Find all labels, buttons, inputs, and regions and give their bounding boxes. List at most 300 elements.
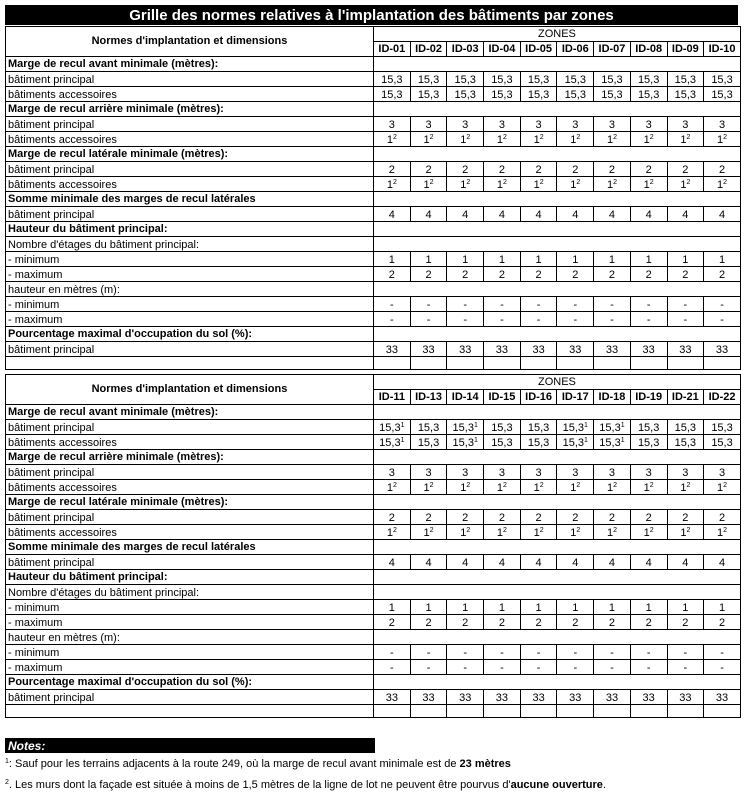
value-text: 2 [425,512,432,524]
value-text: 1 [386,134,393,146]
note-1-text: : Sauf pour les terrains adjacents à la route 249, où la marge de recul avant minimale est de [8,758,460,770]
value-text: 1 [423,527,430,539]
value-cell [410,207,447,222]
note-2-text: . Les murs dont la façade est située à moins de 1,5 mètres de la ligne de lot ne peuvent être pourvus d' [8,779,511,791]
value-text: 15,3 [674,74,697,86]
value-cell [484,177,521,192]
value-text: 2 [645,512,652,524]
value-cell [410,435,447,450]
value-cell [374,252,411,267]
value-text: 15,3 [527,422,550,434]
note-2-tail: . [602,779,606,791]
table-row [6,645,741,660]
value-text: 15,3 [674,437,697,449]
value-text: 1 [460,482,467,494]
value-text: 15,3 [381,74,403,86]
zone-code: ID-10 [704,42,741,57]
value-text: 1 [643,527,650,539]
value-cell [410,132,447,147]
footnote-mark: 2 [466,527,471,534]
category-label: Pourcentage maximal d'occupation du sol (%): [6,327,374,342]
value-text: 15,3 [491,89,513,101]
value-text: 1 [533,134,540,146]
value-text: 2 [718,269,726,281]
value-text: 4 [608,209,616,221]
value-cell [704,600,741,615]
footnote-mark: 2 [576,179,581,186]
row-label: bâtiment principal [6,72,374,87]
value-cell [520,312,557,327]
value-text: 1 [388,602,395,614]
value-text: 4 [462,557,469,569]
value-cell [484,132,521,147]
table-row [6,465,741,480]
value-text: 4 [498,209,505,221]
value-cell [594,252,631,267]
zone-code: ID-18 [594,390,631,405]
value-text: 1 [682,602,689,614]
category-row [6,450,741,465]
value-text: 1 [570,527,577,539]
value-cell [667,162,704,177]
value-text: - [500,647,504,659]
table-row [6,237,741,252]
value-text: 3 [572,119,579,131]
value-text: 4 [388,557,395,569]
value-text: 2 [608,512,616,524]
zones-label: ZONES [374,27,741,42]
value-cell [704,72,741,87]
value-cell [557,480,594,495]
value-text: 15,3 [564,89,586,101]
footnote-mark: 2 [392,527,397,534]
value-text: 1 [570,179,577,191]
value-cell [594,132,631,147]
value-cell [704,645,741,660]
row-label: Nombre d'étages du bâtiment principal: [6,237,374,252]
footnote-mark: 2 [392,134,397,141]
footnote-mark: 1 [400,437,405,444]
table-row [6,435,741,450]
value-text: 1 [608,254,616,266]
value-text: 1 [645,254,652,266]
value-text: 15,3 [491,74,513,86]
value-cell [520,72,557,87]
value-cell [447,87,484,102]
value-text: 15,3 [674,89,697,101]
value-text: 15,3 [381,89,403,101]
value-cell [667,297,704,312]
value-text: 15,3 [599,437,621,449]
value-text: - [390,647,394,659]
value-text: - [426,299,431,311]
value-cell [594,267,631,282]
value-cell [484,87,521,102]
value-cell [704,267,741,282]
value-text: 3 [535,119,542,131]
value-text: 33 [642,344,655,356]
footnote-mark: 2 [503,527,507,534]
row-label: bâtiment principal [6,342,374,357]
category-label: Hauteur du bâtiment principal: [6,570,374,585]
value-text: 33 [532,344,545,356]
value-cell [557,297,594,312]
row-label: - minimum [6,600,374,615]
value-text: - [426,662,431,674]
value-text: 4 [682,557,689,569]
value-cell [704,510,741,525]
value-text: - [536,299,541,311]
value-text: 15,3 [601,74,623,86]
value-text: - [683,314,688,326]
value-text: 2 [682,512,689,524]
value-text: 2 [462,617,469,629]
value-text: 3 [682,467,689,479]
value-cell [594,645,631,660]
row-label: - maximum [6,660,374,675]
value-cell [667,600,704,615]
footnote-mark: 2 [429,482,434,489]
value-cell [557,645,594,660]
value-text: 1 [460,134,467,146]
table-row [6,342,741,357]
value-cell [630,480,667,495]
footnote-mark: 2 [613,482,617,489]
value-cell [374,207,411,222]
value-text: 33 [605,692,619,704]
value-text: 3 [388,119,395,131]
value-cell [520,132,557,147]
value-cell [410,252,447,267]
value-cell [704,555,741,570]
value-cell [667,660,704,675]
value-text: 1 [498,602,505,614]
row-label: bâtiment principal [6,207,374,222]
category-row [6,57,741,72]
value-text: 15,3 [454,74,476,86]
value-cell [520,480,557,495]
value-text: 33 [679,692,692,704]
value-cell [667,207,704,222]
value-text: 1 [425,254,432,266]
table-row [6,282,741,297]
value-cell [520,660,557,675]
value-text: 1 [717,134,724,146]
value-cell [410,690,447,705]
value-cell [374,615,411,630]
value-cell [374,690,411,705]
value-cell [374,465,411,480]
value-text: 15,3 [491,422,513,434]
footnote-mark: 1 [584,437,588,444]
value-cell [704,525,741,540]
footnote-mark: 2 [539,482,544,489]
value-cell [667,480,704,495]
value-text: 4 [572,209,579,221]
value-cell [704,297,741,312]
value-text: 2 [572,617,579,629]
value-cell [557,177,594,192]
footnote-mark: 2 [649,134,654,141]
value-cell [594,312,631,327]
category-label: Marge de recul latérale minimale (mètres): [6,495,374,510]
note-1-bold: 23 mètres [459,758,511,770]
value-text: 15,3 [601,89,623,101]
value-cell [410,117,447,132]
value-cell [594,690,631,705]
value-cell [667,72,704,87]
value-text: - [646,662,651,674]
row-label: - minimum [6,252,374,267]
value-text: 1 [682,254,689,266]
value-cell [630,162,667,177]
value-text: 3 [425,467,432,479]
value-text: 2 [645,164,652,176]
value-cell [667,690,704,705]
value-cell [484,525,521,540]
value-text: 2 [498,164,505,176]
value-text: 1 [425,602,432,614]
value-text: 33 [495,692,509,704]
value-cell [704,435,741,450]
value-text: 1 [462,254,469,266]
footnote-mark: 2 [576,482,581,489]
value-cell [374,555,411,570]
row-label: bâtiments accessoires [6,132,374,147]
footnote-mark: 1 [473,422,478,429]
value-text: - [683,299,688,311]
value-text: 1 [572,254,579,266]
value-cell [520,162,557,177]
value-cell [410,525,447,540]
value-cell [594,420,631,435]
value-cell [484,207,521,222]
footnote-mark: 2 [392,179,397,186]
value-cell [374,297,411,312]
value-text: 1 [533,482,540,494]
value-text: - [463,314,468,326]
value-cell [557,615,594,630]
value-cell [667,615,704,630]
value-cell [484,162,521,177]
category-label: Marge de recul arrière minimale (mètres): [6,102,374,117]
value-text: 4 [682,209,689,221]
value-text: 15,3 [527,89,550,101]
table-row [6,510,741,525]
value-text: - [646,314,651,326]
value-cell [520,690,557,705]
table-row [6,297,741,312]
notes-heading: Notes: [5,738,375,753]
value-cell [557,312,594,327]
value-cell [447,435,484,450]
value-cell [410,600,447,615]
value-cell [557,465,594,480]
value-cell [704,690,741,705]
value-cell [704,615,741,630]
value-text: 3 [535,467,542,479]
value-text: 4 [498,557,505,569]
value-text: 1 [680,482,687,494]
value-text: 33 [569,692,582,704]
value-cell [630,207,667,222]
row-label: - maximum [6,615,374,630]
value-text: - [573,299,578,311]
value-text: 15,3 [637,437,660,449]
value-cell [667,252,704,267]
value-text: - [463,647,468,659]
value-text: - [390,314,394,326]
value-cell [520,615,557,630]
value-text: 4 [718,209,726,221]
value-text: 1 [680,527,687,539]
footnote-mark: 2 [466,482,471,489]
value-text: 2 [535,617,542,629]
value-cell [667,465,704,480]
footnote-mark: 1 [620,437,625,444]
value-cell [374,480,411,495]
value-text: 33 [459,692,472,704]
zones-table-2 [5,374,741,718]
value-text: 2 [682,269,689,281]
value-cell [520,510,557,525]
value-cell [667,555,704,570]
value-text: 1 [423,482,430,494]
category-label: Marge de recul arrière minimale (mètres): [6,450,374,465]
value-text: 1 [606,482,614,494]
value-cell [374,162,411,177]
value-text: - [720,314,724,326]
category-label: Marge de recul latérale minimale (mètres): [6,147,374,162]
value-cell [557,207,594,222]
value-cell [630,177,667,192]
value-text: 15,3 [564,74,586,86]
value-text: 1 [606,134,614,146]
zone-code: ID-11 [374,390,411,405]
value-cell [447,207,484,222]
category-row [6,192,741,207]
value-cell [484,660,521,675]
value-text: 1 [496,134,504,146]
value-cell [630,525,667,540]
value-text: - [573,314,578,326]
value-cell [484,465,521,480]
value-text: 3 [462,467,469,479]
value-text: - [500,299,504,311]
value-text: 33 [569,344,582,356]
value-cell [704,87,741,102]
footnote-mark: 2 [686,527,691,534]
value-text: 4 [462,209,469,221]
value-cell [520,207,557,222]
value-text: 15,3 [637,422,660,434]
zone-code: ID-02 [410,42,447,57]
value-cell [447,132,484,147]
value-cell [667,132,704,147]
value-cell [594,117,631,132]
footnote-mark: 2 [539,134,544,141]
value-cell [557,117,594,132]
footnote-mark: 2 [613,179,617,186]
value-cell [630,87,667,102]
footnote-mark: 1 [473,437,478,444]
value-text: 3 [498,119,505,131]
value-text: 2 [718,617,726,629]
zone-code: ID-21 [667,390,704,405]
zone-code: ID-16 [520,390,557,405]
value-text: 15,3 [637,89,660,101]
note-1 [5,758,511,770]
table-row [6,177,741,192]
value-text: 2 [682,617,689,629]
value-text: 1 [717,179,724,191]
value-cell [594,465,631,480]
value-cell [374,177,411,192]
value-cell [410,480,447,495]
row-label: bâtiment principal [6,420,374,435]
value-cell [484,480,521,495]
value-text: 2 [645,269,652,281]
value-text: 2 [608,164,616,176]
value-text: 1 [570,134,577,146]
value-text: 2 [572,269,579,281]
value-text: 1 [496,482,504,494]
category-row [6,495,741,510]
value-text: 2 [718,164,726,176]
value-cell [410,312,447,327]
value-text: - [390,299,394,311]
value-cell [374,525,411,540]
value-cell [594,207,631,222]
category-row [6,540,741,555]
value-text: 4 [535,209,542,221]
zone-code: ID-03 [447,42,484,57]
table-row [6,600,741,615]
value-text: 1 [533,527,540,539]
value-text: 15,3 [527,74,550,86]
value-text: 1 [572,602,579,614]
value-cell [557,420,594,435]
value-cell [704,207,741,222]
value-text: 15,3 [379,437,401,449]
value-cell [667,87,704,102]
value-cell [520,645,557,660]
category-row [6,327,741,342]
value-cell [630,117,667,132]
header-label: Normes d'implantation et dimensions [6,27,374,57]
value-cell [520,465,557,480]
value-text: 2 [388,617,395,629]
value-text: 33 [642,692,655,704]
value-text: 3 [682,119,689,131]
value-cell [557,87,594,102]
zone-code: ID-05 [520,42,557,57]
value-cell [630,690,667,705]
value-text: 1 [718,602,726,614]
value-text: 1 [423,179,430,191]
value-cell [630,297,667,312]
footnote-mark: 2 [613,527,617,534]
category-row [6,147,741,162]
note-1-mark: 1 [5,758,9,765]
value-cell [704,420,741,435]
table-row [6,630,741,645]
value-text: - [573,647,578,659]
value-cell [704,252,741,267]
footnote-mark: 2 [539,179,544,186]
value-cell [447,162,484,177]
value-text: 15,3 [454,89,476,101]
